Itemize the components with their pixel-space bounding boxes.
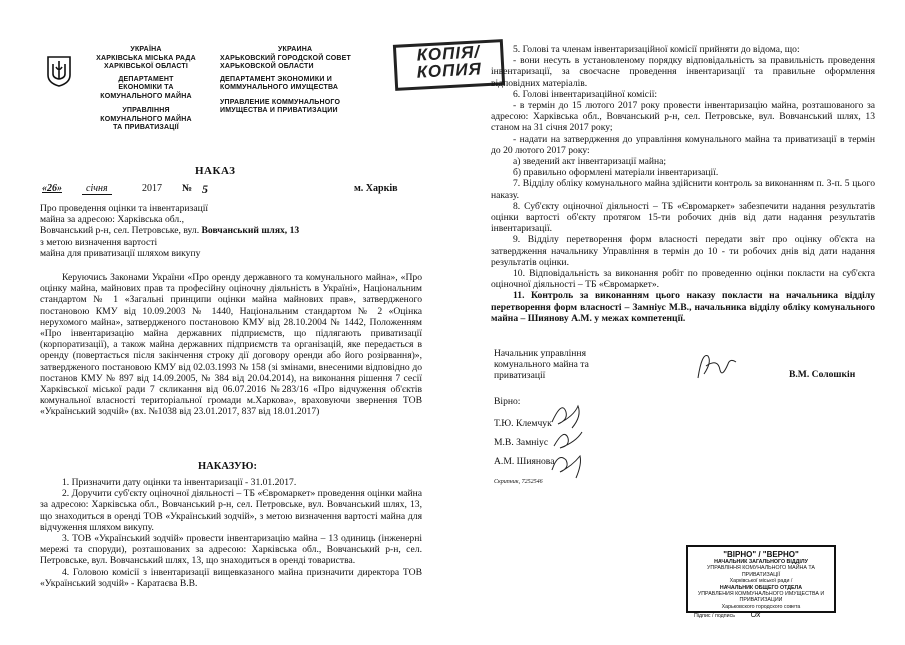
signatory-line-2: комунального майна та: [494, 359, 589, 371]
order-item-8: 8. Суб'єкту оціночної діяльності – ТБ «Євромаркет» забезпечити надання результатів оцінки вартості об'єкту протягом 15-ти робочих днів від дати надання результатів інвентаризації.: [491, 200, 875, 235]
signatory-line-3: приватизації: [494, 370, 546, 382]
header-right-office-2: ИМУЩЕСТВА И ПРИВАТИЗАЦИИ: [220, 107, 338, 114]
subject-line-1: Про проведення оцінки та інвентаризації: [40, 203, 209, 214]
header-right-council: ХАРЬКОВСКИЙ ГОРОДСКОЙ СОВЕТ: [220, 54, 351, 62]
stamp-line-6: Харьковского городского совета: [721, 603, 801, 610]
stamp-line-4: НАЧАЛЬНИК ОБЩЕГО ОТДЕЛА: [719, 584, 803, 591]
header-right-dept-1: ДЕПАРТАМЕНТ ЭКОНОМИКИ И: [220, 75, 332, 83]
order-item-9: 9. Відділу перетворення форм власності передати звіт про оцінку об'єкта на затвердження начальнику Управління в термін до 10 - ти робочих днів від дати надання результатів оцінки.: [491, 234, 875, 268]
order-item-2: 2. Доручити суб'єкту оціночної діяльності – ТБ «Євромаркет» проведення оцінки майна за адресою: Харківська обл., Вовчанський р-н, сел. Петровське, вул. Вовчанський шлях, 13, що знаходиться в оренді ТОВ «Український зодчій», з метою визначення вартості майна для відчуження шляхом викупу.: [40, 488, 422, 533]
order-number-label: №: [182, 183, 193, 194]
date-year: 2017: [142, 183, 162, 194]
order-item-6-a: а) зведений акт інвентаризації майна;: [513, 156, 667, 168]
stamp-line-5: УПРАВЛЕНИЯ КОММУНАЛЬНОГО ИМУЩЕСТВА И ПРИВАТИЗАЦИИ: [697, 591, 825, 604]
order-items-left: [40, 477, 422, 589]
order-item-4: 4. Головою комісії з інвентаризації вищевказаного майна призначити директора ТОВ «Український зодчій» - Каратаєва В.В.: [40, 566, 422, 589]
copy-stamp-line-1: КОПІЯ/: [416, 42, 481, 65]
approver-3: А.М. Шиянова: [494, 456, 555, 467]
header-left-region: ХАРКІВСЬКОЇ ОБЛАСТІ: [103, 63, 189, 70]
order-item-6-b: б) правильно оформлені матеріали інвентаризації.: [513, 167, 719, 179]
date-day: «26»: [42, 183, 62, 194]
stamp-signature-value: Ох: [750, 610, 761, 620]
header-left-dept-3: КОМУНАЛЬНОГО МАЙНА: [100, 92, 192, 100]
stamp-signature-row: [694, 612, 828, 619]
approval-signatures: [548, 398, 588, 485]
header-left-office-1: УПРАВЛІННЯ: [122, 107, 170, 114]
header-left-council: ХАРКІВСЬКА МІСЬКА РАДА: [96, 54, 196, 62]
order-item-11: 11. Контроль за виконанням цього наказу покласти на начальника відділу перетворення форм власності – Замніус М.В., начальника відділу обліку комунального майна – Шиянову А.М. у межах компетенції.: [491, 290, 875, 324]
signatory-title: [494, 348, 654, 382]
header-left-office-2: КОМУНАЛЬНОГО МАЙНА: [100, 115, 192, 123]
copy-stamp-line-2: КОПИЯ: [416, 59, 483, 82]
order-item-3: 3. ТОВ «Український зодчій» провести інвентаризацію майна – 13 одиниць (інженерні мережі та споруди), розташованих за адресою: Харківська обл., Вовчанський р-н, сел. Петровське, вул. Вовчанський шлях, 13, що знаходиться в оренді товариства.: [40, 533, 422, 567]
order-item-10: 10. Відповідальність за виконання робіт по проведенню оцінки покласти на суб'єкта оціночної діяльності – ТБ «Євромаркет».: [491, 268, 875, 291]
order-item-6: 6. Голові інвентаризаційної комісії:: [513, 88, 658, 100]
order-city: м. Харків: [354, 183, 398, 194]
stamp-line-1: НАЧАЛЬНИК ЗАГАЛЬНОГО ВІДДІЛУ: [714, 559, 808, 565]
header-right-region: ХАРЬКОВСКОЙ ОБЛАСТИ: [220, 63, 314, 70]
orders-heading: НАКАЗУЮ:: [198, 461, 257, 472]
order-item-1: 1. Призначити дату оцінки та інвентаризації - 31.01.2017.: [62, 477, 297, 488]
order-date-line: [42, 183, 412, 197]
executor-note: Скрипник, 7252546: [494, 479, 543, 485]
order-item-5: 5. Голові та членам інвентаризаційної комісії прийняти до відома, що:: [513, 44, 800, 55]
order-item-6-term: - в термін до 15 лютого 2017 року провести інвентаризацію майна, розташованого за адресою: Харківська обл., Вовчанський р-н, сел. Петровське, вул. Вовчанський шлях, 13 станом на 31 січня 2017 року;: [491, 100, 875, 134]
header-right-dept-2: КОММУНАЛЬНОГО ИМУЩЕСТВА: [220, 84, 339, 91]
order-subject: [40, 203, 422, 259]
stamp-title: "ВІРНО" / "ВЕРНО": [723, 550, 799, 559]
date-month: січня: [82, 183, 112, 195]
header-left: [84, 46, 208, 133]
stamp-line-3: Харківської міської ради /: [729, 578, 793, 585]
head-signature: [692, 348, 738, 389]
header-left-country: УКРАЇНА: [130, 46, 162, 53]
subject-line-2: майна за адресою: Харківська обл.,: [40, 214, 184, 226]
approvals-label: Вірно:: [494, 396, 521, 407]
signatory-line-1: Начальник управління: [494, 348, 586, 359]
order-item-5-note: - вони несуть в установленому порядку відповідальність за правильність проведення інвентаризації, за своєчасне проведення інвентаризації та правильне оформлення відповідних матеріалів.: [491, 55, 875, 89]
subject-line-4: з метою визначення вартості: [40, 236, 158, 248]
header-left-office-3: ТА ПРИВАТИЗАЦІЇ: [113, 124, 179, 131]
order-item-6-submit: - надати на затвердження до управління комунального майна та приватизації в термін до 20 лютого 2017 року:: [491, 133, 875, 156]
header-right-office-1: УПРАВЛЕНИЕ КОММУНАЛЬНОГО: [220, 98, 341, 106]
signatory-name: В.М. Солошкін: [789, 369, 856, 380]
order-item-7: 7. Відділу обліку комунального майна здійснити контроль за виконанням п. 3-п. 5 цього наказу.: [491, 178, 875, 201]
order-items-right: [491, 44, 875, 324]
subject-line-3: [40, 225, 422, 236]
order-number: 5: [202, 182, 208, 196]
certification-stamp: [686, 545, 836, 620]
approver-1: Т.Ю. Клемчук: [494, 418, 552, 429]
order-title: НАКАЗ: [195, 165, 236, 177]
approver-2: М.В. Замніус: [494, 437, 549, 448]
stamp-signature-label: Підпис / подпись: [694, 613, 735, 620]
subject-line-3-bold: Вовчанський шлях, 13: [201, 225, 300, 237]
header-right-country: УКРАИНА: [278, 46, 313, 53]
subject-line-3-text: Вовчанський р-н, сел. Петровське, вул.: [40, 225, 202, 237]
copy-stamp: [393, 39, 505, 91]
subject-line-5: майна для приватизації шляхом викупу: [40, 247, 201, 259]
coat-of-arms-icon: [46, 55, 72, 87]
stamp-line-2: УПРАВЛІННЯ КОМУНАЛЬНОГО МАЙНА ТА ПРИВАТИЗАЦІЇ: [707, 565, 815, 578]
header-left-dept-2: ЕКОНОМІКИ ТА: [118, 84, 174, 91]
header-left-dept-1: ДЕПАРТАМЕНТ: [118, 75, 174, 83]
header-right: [220, 46, 380, 116]
preamble-paragraph: Керуючись Законами України «Про оренду державного та комунального майна», «Про оцінку майна, майнових прав та професійну оціночну діяльність в Україні», Національним стандартом № 1 «Загальні принципи оцінки майна майнових прав», затвердженого постановою КМУ від 10.09.2003 № 1440, Національним стандартом № 2 «Оцінка нерухомого майна», затвердженого постановою КМУ від 28.10.2004 № 1442, Положенням «Про інвентаризацію майна державних підприємств, що підлягають приватизації (корпоратизації), а також майна державних підприємств та організацій, яке передається в оренду (повертається після закінчення строку дії договору оренди або його розірвання)», затвердженого постановою КМУ від 02.03.1993 № 158 (зі змінами, внесеними відповідно до постанов КМУ № 897 від 14.09.2005, № 384 від 20.04.2014), на виконання рішення 7 сесії Харківської міської ради 7 скликання від 06.07.2016 №283/16 «Про відчуження об'єктів комунальної власності територіальної громади м.Харкова», враховуючи звернення ТОВ «Український зодчій» (вх. №1038 від 23.01.2017, 837 від 18.01.2017): [40, 272, 422, 418]
